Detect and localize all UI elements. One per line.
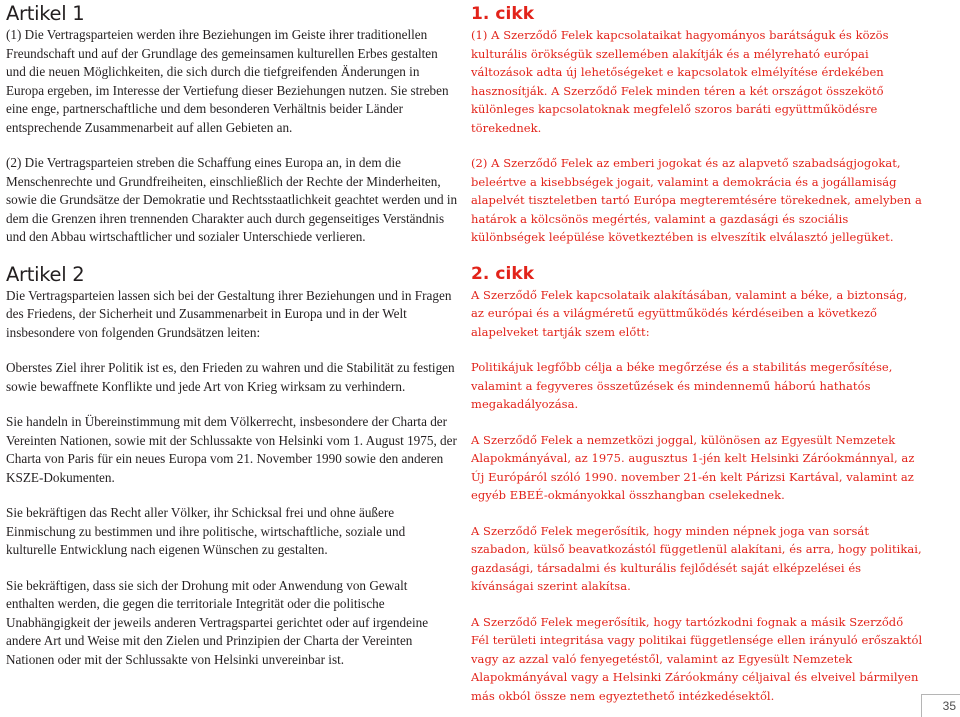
hungarian-article-2-paragraph-3: A Szerződő Felek a nemzetközi joggal, különösen az Egyesült Nemzetek Alapokmányával, az 1975. augusztus 1-jén kelt Helsinki Záróokmánnyal, az Új Európáról szóló 1990. november 21-én kelt Párizsi Kartával, valamint az egyéb EBEÉ-okmányokkal összhangban cselekednek. [471,432,915,502]
german-article-2-paragraph-5: Sie bekräftigen, dass sie sich der Drohung mit oder Anwendung von Gewalt enthalten werden, die gegen die territoriale Integrität oder die politische Unabhängigkeit der jeweils anderen Vertragspartei gerichtet oder auf irgendeine andere Art und Weise mit den Zielen und Prinzipien der Charta der Vereinten Nationen oder mit der Schlussakte von Helsinki unvereinbar ist. [6,577,429,667]
german-article-2-paragraph-3: Sie handeln in Übereinstimmung mit dem Völkerrecht, insbesondere der Charta der Vereinten Nationen, sowie mit der Schlussakte von Helsinki vom 1. August 1975, der Charta von Paris für ein neues Europa vom 21. November 1990 sowie den anderen KSZE-Dokumenten. [6,414,457,485]
german-article-2-heading: Artikel 2 [6,262,85,286]
german-article-2-paragraph-4: Sie bekräftigen das Recht aller Völker, ihr Schicksal frei und ohne äußere Einmischung zu bestimmen und ihre politische, wirtschaftliche, soziale und kulturelle Entwicklung nach eigenen Wünschen zu gestalten. [6,505,406,557]
hungarian-article-2-paragraph-5: A Szerződő Felek megerősítik, hogy tartózkodni fognak a másik Szerződő Fél területi integritása vagy politikai függetlensége ellen irányuló erőszaktól vagy az azzal való fenyegetéstől, valamint az Egyesült Nemzetek Alapokmányával vagy a Helsinki Záróokmány céljaival és elveivel bármilyen más okból össze nem egyeztethető intézkedésektől. [471,614,923,703]
german-column [0,0,458,717]
hungarian-article-2-paragraph-1: A Szerződő Felek kapcsolataik alakításában, valamint a béke, a biztonság, az európai és a világméretű együttműködés kérdéseiben a következő alapelveket tartják szem előtt: [471,287,908,339]
german-article-1-paragraph-2: (2) Die Vertragsparteien streben die Schaffung eines Europa an, in dem die Menschenrechte und Grundfreiheiten, einschließlich der Rechte der Minderheiten, sowie die Grundsätze der Demokratie und Rechtsstaatlichkeit geachtet werden und in dem die Grenzen ihren trennenden Charakter auch durch gegenseitiges Verständnis und den Abbau wirtschaftlicher und sozialer Unterschiede verlieren. [6,155,458,244]
hungarian-article-1-paragraph-1: (1) A Szerződő Felek kapcsolataikat hagyományos barátságuk és közös kulturális örökségük szellemében alakítják és a mélyreható európai változások adta új lehetőségeket e kapcsolatok elmélyítése érdekében hasznosítják. A Szerződő Felek minden téren a két országot összekötő különleges kapcsolatoknak megfelelő szoros baráti együttműködésre törekednek. [471,28,889,135]
german-article-2-paragraph-2: Oberstes Ziel ihrer Politik ist es, den Frieden zu wahren und die Stabilität zu festigen sowie bewaffnete Konflikte und jede Art von Krieg wirksam zu verhindern. [6,360,455,394]
hungarian-column [471,0,923,717]
german-article-2-paragraph-1: Die Vertragsparteien lassen sich bei der Gestaltung ihrer Beziehungen und in Fragen des Friedens, der Sicherheit und Zusammenarbeit in Europa und in der Welt insbesondere von folgenden Grundsätzen leiten: [6,287,452,340]
hungarian-article-1-heading: 1. cikk [471,4,535,24]
german-article-1-paragraph-1: (1) Die Vertragsparteien werden ihre Beziehungen im Geiste ihrer traditionellen Freundschaft und auf der Grundlage des gemeinsamen kulturellen Erbes gestalten und die neuen Möglichkeiten, die sich durch die tiefgreifenden Änderungen in Europa ergeben, im Interesse der Vertiefung dieser Beziehungen nutzen. Sie streben eine enge, partnerschaftliche und dem besonderen Verhältnis beider Länder entsprechende Zusammenarbeit auf allen Gebieten an. [6,27,449,135]
hungarian-article-2-heading: 2. cikk [471,263,535,284]
hungarian-article-2-paragraph-2: Politikájuk legfőbb célja a béke megőrzése és a stabilitás megerősítése, valamint a fegyveres összetűzések és mindennemű háború hathatós megakadályozása. [471,360,893,411]
german-article-1-heading: Artikel 1 [6,2,85,25]
hungarian-article-1-paragraph-2: (2) A Szerződő Felek az emberi jogokat és az alapvető szabadságjogokat, beleértve a kisebbségek jogait, valamint a demokrácia és a jogállamiság alapelvét tiszteletben tartó Európa megteremtésére törekednek, amelyben a határok a kölcsönös megértés, valamint a gazdasági és szociális különbségek leépülése következtében is elveszítik elválasztó jellegüket. [471,156,922,244]
hungarian-article-2-paragraph-4: A Szerződő Felek megerősítik, hogy minden népnek joga van sorsát szabadon, külső beavatkozástól függetlenül alakítani, és arra, hogy politikai, gazdasági, társadalmi és kulturális fejlődését saját elképzelései és kívánságai szerint alakítsa. [471,523,922,593]
page-number: 35 [942,699,956,713]
